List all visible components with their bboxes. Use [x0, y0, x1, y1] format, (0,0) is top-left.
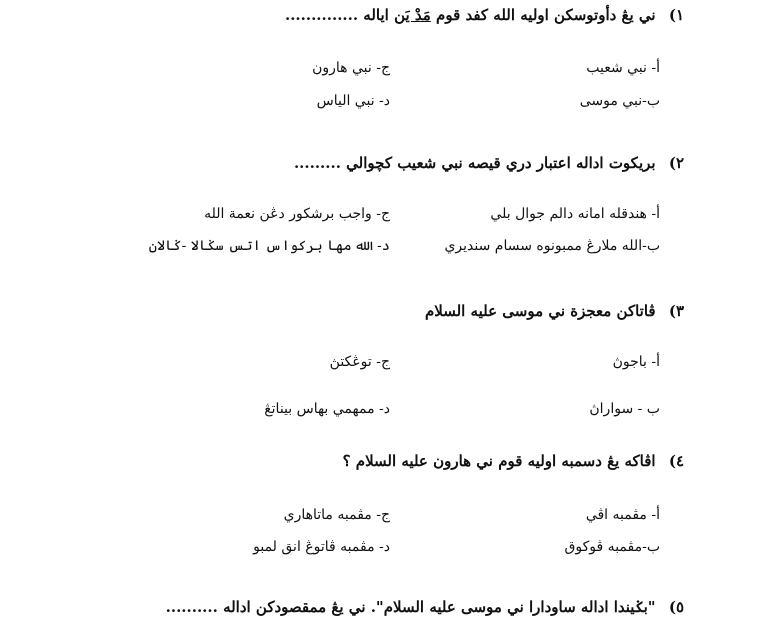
option-b[interactable]: ب-نبي موسى	[579, 93, 660, 109]
option-d[interactable]: د- نبي الياس	[316, 93, 390, 109]
option-a[interactable]: أ- نبي شعيب	[586, 60, 660, 76]
underlined-text: مَدْ يَن	[394, 6, 431, 24]
option-b[interactable]: ب-الله ملارڠ ممبونوه سسام سنديري	[444, 238, 660, 254]
question-number: ٢)	[668, 154, 684, 172]
option-a[interactable]: أ- باجوڽ	[612, 354, 660, 370]
option-c[interactable]: ج- نبي هارون	[312, 60, 390, 76]
question-text: اڤاكه يڠ دسمبه اوليه قوم ني هارون عليه السلام ؟	[342, 452, 656, 470]
question-text-end: اياله ..............	[284, 6, 389, 24]
question-text: بريكوت اداله اعتبار دري قيصه نبي شعيب كچوالي .........	[293, 154, 656, 172]
question-number: ٣)	[668, 302, 684, 320]
question-text: ني يڠ دأوتوسكن اوليه الله كفد قوم	[436, 6, 656, 24]
question-number: ٤)	[668, 452, 684, 470]
option-c[interactable]: ج- مڤمبه ماتاهاري	[283, 507, 390, 523]
option-b[interactable]: ب - سواراڽ	[589, 401, 660, 417]
question-text: ڤاتاكن معجزة ني موسى عليه السلام	[424, 302, 656, 320]
option-c[interactable]: ج- واجب برشكور دڠن نعمة الله	[204, 206, 390, 222]
question-2	[294, 154, 684, 172]
option-d[interactable]: د- مڤمبه ڤاتوڠ انق لمبو	[253, 539, 390, 555]
question-4	[343, 452, 684, 470]
question-number: ٥)	[668, 598, 684, 616]
question-5	[166, 598, 684, 616]
question-text: "بݢيندا اداله ساودارا ني موسى عليه السلام". ني يڠ ممقصودكن اداله ..........	[165, 598, 656, 616]
question-number: ١)	[668, 6, 684, 24]
option-d[interactable]: د- الله مها بركواس اتس سݢالا -ݢالان	[148, 238, 390, 254]
option-b[interactable]: ب-مڤمبه ڤوكوق	[564, 539, 660, 555]
question-1	[285, 6, 684, 24]
option-d[interactable]: د- ممهمي بهاس بيناتڠ	[264, 401, 390, 417]
option-c[interactable]: ج- توڠكتڽ	[329, 354, 390, 370]
option-a[interactable]: أ- مڤمبه اڤي	[585, 507, 660, 523]
option-a[interactable]: أ- هندقله امانه دالم جوال بلي	[490, 206, 660, 222]
question-3	[425, 302, 684, 320]
